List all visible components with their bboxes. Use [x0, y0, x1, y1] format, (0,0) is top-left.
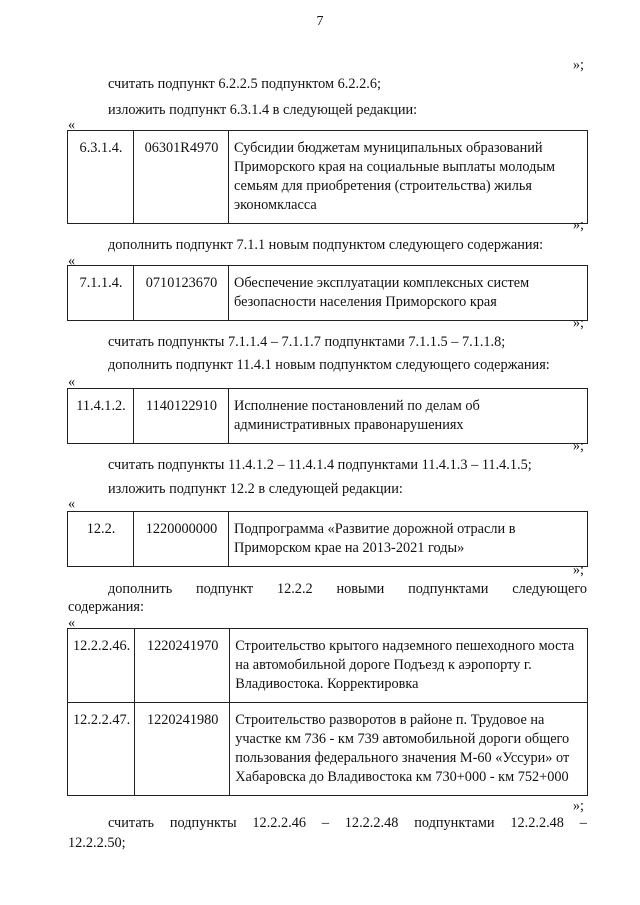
item-number: 6.3.1.4. — [68, 131, 134, 224]
word: 12.2.2.48 — [510, 815, 564, 831]
closing-quote: »; — [572, 562, 584, 578]
opening-quote: « — [68, 117, 76, 133]
amendment-table — [67, 628, 588, 796]
word: считать — [108, 815, 155, 831]
word: подпунктами — [408, 581, 489, 597]
table-row — [68, 266, 588, 321]
paragraph: дополнить подпункт 11.4.1 новым подпунктом следующего содержания: — [108, 357, 550, 373]
word: – — [579, 815, 587, 831]
budget-code: 1220241980 — [135, 703, 230, 796]
word: подпунктами — [414, 815, 495, 831]
word: 12.2.2.48 — [344, 815, 399, 831]
table-row — [68, 512, 588, 567]
amendment-table — [67, 265, 588, 321]
budget-code: 06301R4970 — [134, 131, 229, 224]
budget-code: 1220241970 — [135, 629, 230, 703]
closing-quote: »; — [572, 57, 584, 73]
paragraph: считать подпункты 11.4.1.2 – 11.4.1.4 подпунктами 11.4.1.3 – 11.4.1.5; — [108, 457, 532, 473]
page-number: 7 — [316, 14, 324, 29]
paragraph: считать подпункты 7.1.1.4 – 7.1.1.7 подпунктами 7.1.1.5 – 7.1.1.8; — [108, 334, 506, 350]
word: дополнить — [108, 581, 173, 597]
opening-quote: « — [68, 615, 76, 631]
table-row — [68, 629, 588, 703]
budget-code: 0710123670 — [134, 266, 229, 321]
paragraph: изложить подпункт 6.3.1.4 в следующей редакции: — [108, 102, 418, 118]
table-row — [68, 131, 588, 224]
word: – — [321, 815, 329, 831]
word: подпункт — [196, 581, 254, 597]
item-description: Исполнение постановлений по делам об административных правонарушениях — [229, 389, 588, 444]
word: 12.2.2 — [276, 581, 313, 597]
item-description: Строительство крытого надземного пешеходного моста на автомобильной дороге Подъезд к аэропорту г. Владивостока. Корректировка — [230, 629, 588, 703]
amendment-table — [67, 388, 588, 444]
item-description: Строительство разворотов в районе п. Трудовое на участке км 736 - км 739 автомобильной дороги общего пользования федерального значения М-60 «Уссури» от Хабаровска до Владивостока км 730+000 - км 752+000 — [230, 703, 588, 796]
item-number: 12.2. — [68, 512, 134, 567]
paragraph: дополнить подпункт 7.1.1 новым подпунктом следующего содержания: — [108, 237, 544, 253]
paragraph-justified — [108, 814, 587, 833]
amendment-table — [67, 511, 588, 567]
item-description: Подпрограмма «Развитие дорожной отрасли в Приморском крае на 2013-2021 годы» — [229, 512, 588, 567]
item-description: Субсидии бюджетам муниципальных образований Приморского края на социальные выплаты молодым семьям для приобретения (строительства) жилья экономкласса — [229, 131, 588, 224]
table-row — [68, 389, 588, 444]
closing-quote: »; — [572, 438, 584, 454]
amendment-table — [67, 130, 588, 224]
item-number: 11.4.1.2. — [68, 389, 134, 444]
closing-quote: »; — [572, 217, 584, 233]
opening-quote: « — [68, 253, 76, 269]
paragraph-justified — [108, 580, 587, 599]
opening-quote: « — [68, 496, 76, 512]
word: следующего — [512, 581, 587, 597]
budget-code: 1220000000 — [134, 512, 229, 567]
closing-quote: »; — [572, 798, 584, 814]
table-row — [68, 703, 588, 796]
paragraph: изложить подпункт 12.2 в следующей редакции: — [108, 481, 403, 497]
paragraph-continuation: содержания: — [68, 599, 144, 615]
item-number: 12.2.2.47. — [68, 703, 135, 796]
word: подпункты — [169, 815, 237, 831]
paragraph-continuation: 12.2.2.50; — [68, 835, 126, 851]
closing-quote: »; — [572, 315, 584, 331]
item-number: 7.1.1.4. — [68, 266, 134, 321]
budget-code: 1140122910 — [134, 389, 229, 444]
paragraph: считать подпункт 6.2.2.5 подпунктом 6.2.2.6; — [108, 76, 381, 92]
item-description: Обеспечение эксплуатации комплексных систем безопасности населения Приморского края — [229, 266, 588, 321]
word: новыми — [336, 581, 385, 597]
word: 12.2.2.46 — [252, 815, 307, 831]
item-number: 12.2.2.46. — [68, 629, 135, 703]
opening-quote: « — [68, 374, 76, 390]
